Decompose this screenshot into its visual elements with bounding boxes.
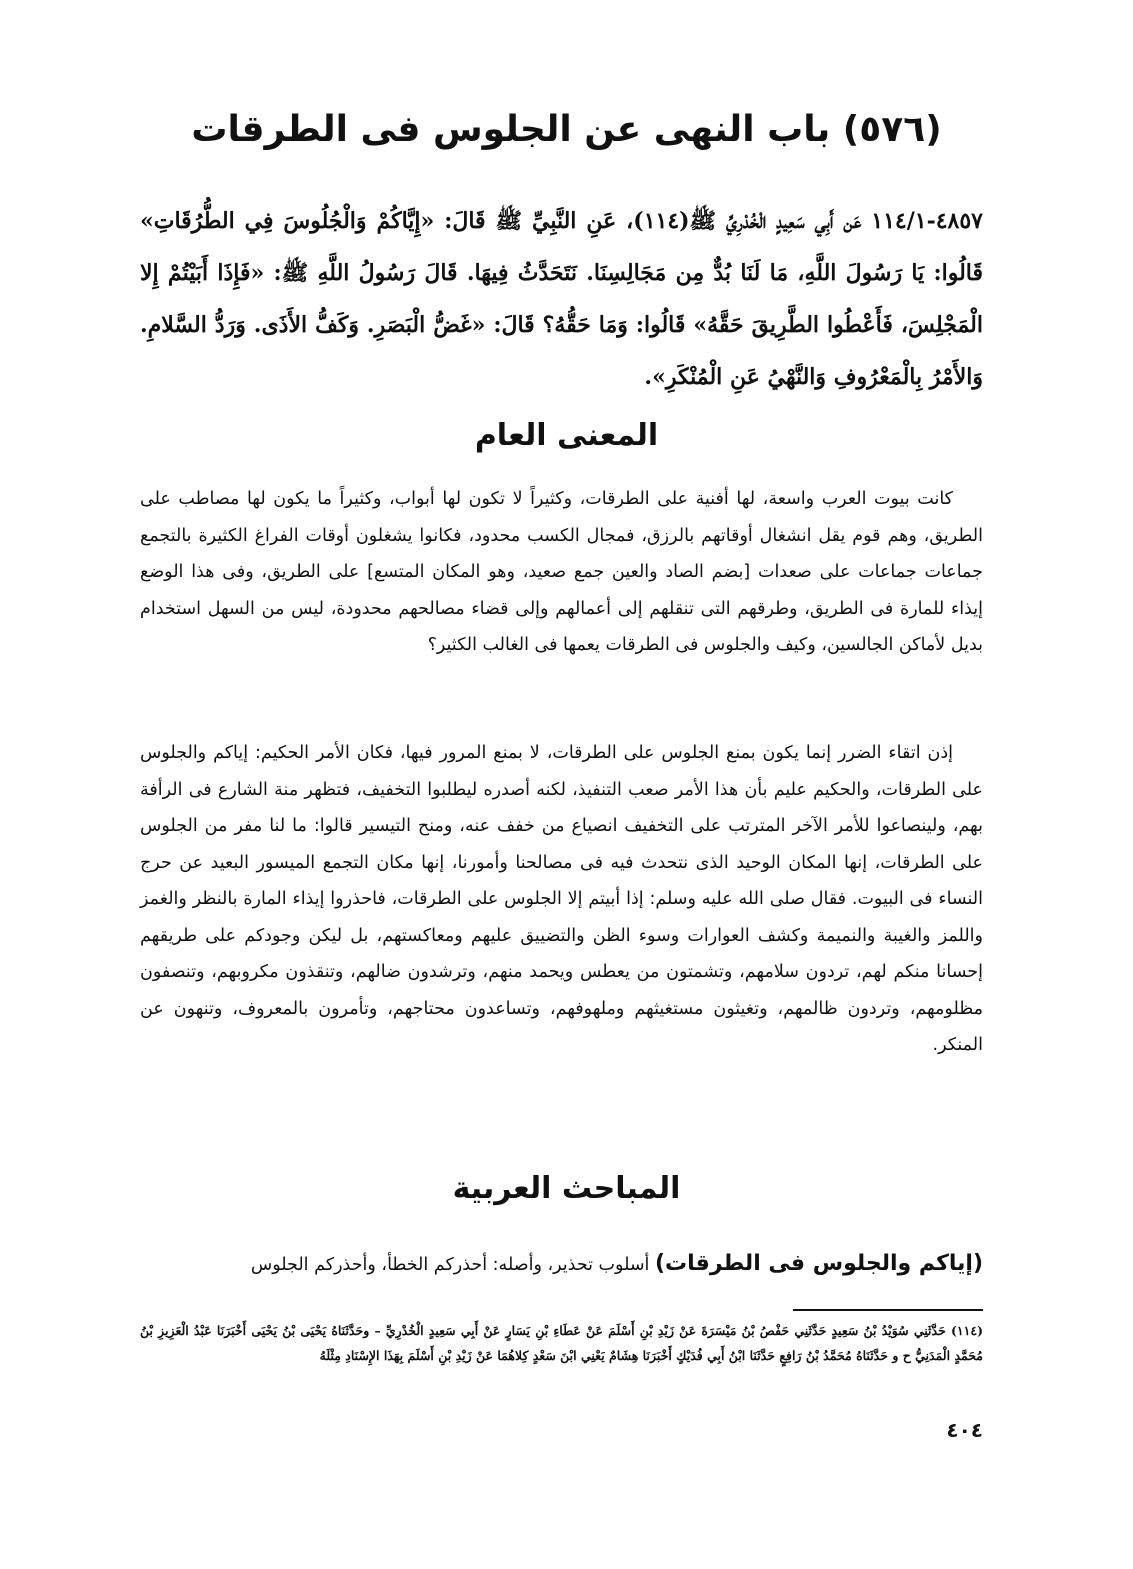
page-number: ٤٠٤ xyxy=(946,1418,983,1442)
linguistic-note xyxy=(140,1244,983,1285)
paragraph-text: كانت بيوت العرب واسعة، لها أفنية على الطرقات، وكثيراً لا تكون لها أبواب، وكثيراً ما يكون لها مصاطب على الطريق، وهم قوم يقل انشغال أوقاتهم بالرزق، فمجال الكسب محدود، فكانوا يشغلون أوقات الفراغ الكثيرة بالتجمع جماعات جماعات على صعدات [بضم الصاد والعين جمع صعيد، وهو المكان المتسع] على الطريق، وفى هذا الوضع إيذاء للمارة فى الطريق، وطرقهم التى تنقلهم إلى أعمالهم وإلى قضاء مصالحهم محدودة، ليس من السهل استخدام بديل لأماكن الجالسين، وكيف والجلوس فى الطرقات يعمها فى الغالب الكثير؟ xyxy=(140,489,983,655)
paragraph-text: إذن اتقاء الضرر إنما يكون بمنع الجلوس على الطرقات، لا بمنع المرور فيها، فكان الأمر الحكيم: إياكم والجلوس على الطرقات، والحكيم عليم بأن هذا الأمر صعب التنفيذ، لكنه أصدره ليطلبوا التخفيف، فتظهر منة الشارع فى الرأفة بهم، ولينصاعوا للأمر الآخر المترتب على التخفيف انصياع من خفف عنه، ومنح التيسير قالوا: ما لنا مفر من الجلوس على الطرقات، إنها المكان الوحيد الذى نتحدث فيه فى مصالحنا وأمورنا، إنها مكان التجمع الميسور البعيد عن حرج النساء فى البيوت. فقال صلى الله عليه وسلم: إذا أبيتم إلا الجلوس على الطرقات، فاحذروا إيذاء المارة بالنظر والغمز واللمز والغيبة والنميمة وكشف العوارات وسوء الظن والتضييق عليهم ومعاكستهم، بل ليكن وجودكم على طريقهم إحسانا منكم لهم، تردون سلامهم، وتشمتون من يعطس ويحمد منهم، وترشدون ضالهم، وتنقذون مكروبهم، وتنصفون مظلومهم، وتردون ظالمهم، وتغيثون مستغيثهم وملهوفهم، وتساعدون محتاجهم، وتأمرون بالمعروف، وتنهون عن المنكر. xyxy=(140,743,983,1055)
section-title-linguistic-studies: المباحث العربية xyxy=(452,1171,681,1206)
chapter-title: (٥٧٦) باب النهى عن الجلوس فى الطرقات xyxy=(191,109,942,150)
general-meaning-paragraph-1 xyxy=(140,481,983,664)
hadith-reference-number: ٤٨٥٧-١١٤/١ xyxy=(871,208,983,234)
section-title-general-meaning: المعنى العام xyxy=(474,418,659,453)
hadith-block xyxy=(140,195,983,403)
footnote-divider xyxy=(793,1309,983,1311)
footnote: (١١٤) حَدَّثَنِي سُوَيْدُ بْنُ سَعِيدٍ حَدَّثَنِي حَفْصُ بْنُ مَيْسَرَةَ عَنْ زَيْدِ بْنِ أَسْلَمَ عَنْ عَطَاءِ بْنِ يَسَارٍ عَنْ أَبِي سَعِيدٍ الْخُدْرِيِّ – وحَدَّثَنَاهُ يَحْيَى بْنُ يَحْيَى أَخْبَرَنَا عَبْدُ الْعَزِيزِ بْنُ مُحَمَّدٍ الْمَدَنِيُّ ح و حَدَّثَنَاهُ مُحَمَّدُ بْنُ رَافِعٍ حَدَّثَنَا ابْنُ أَبِي فُدَيْكٍ أَخْبَرَنَا هِشَامٌ يَعْنِي ابْنَ سَعْدٍ كِلاهُمَا عَنْ زَيْدِ بْنِ أَسْلَمَ بِهَذَا الإِسْنَادِ مِثْلَهُ xyxy=(140,1323,983,1363)
hadith-text: عَن أَبِي سَعِيدٍ الْخُدْرِيِّ ﷺ(١١٤)، عَنِ النَّبِيِّ ﷺ قَالَ: «إِيَّاكُمْ وَالْجُلُوسَ فِي الطُّرُقَاتِ» قَالُوا: يَا رَسُولَ اللَّهِ، مَا لَنَا بُدٌّ مِن مَجَالِسِنَا. نَتَحَدَّثُ فِيهَا. قَالَ رَسُولُ اللَّهِ ﷺ: «فَإِذَا أَبَيْتُمْ إِلا الْمَجْلِسَ، فَأَعْطُوا الطَّرِيقَ حَقَّهُ» قَالُوا: وَمَا حَقُّهُ؟ قَالَ: «غَضُّ الْبَصَرِ. وَكَفُّ الأَذَى. وَرَدُّ السَّلامِ. وَالأَمْرُ بِالْمَعْرُوفِ وَالنَّهْيُ عَنِ الْمُنْكَرِ». xyxy=(140,208,983,390)
general-meaning-paragraph-2 xyxy=(140,735,983,1064)
linguistic-explanation: أسلوب تحذير، وأصله: أحذركم الخطأ، وأحذركم الجلوس xyxy=(250,1255,650,1275)
linguistic-term: (إياكم والجلوس فى الطرقات) xyxy=(654,1251,983,1276)
